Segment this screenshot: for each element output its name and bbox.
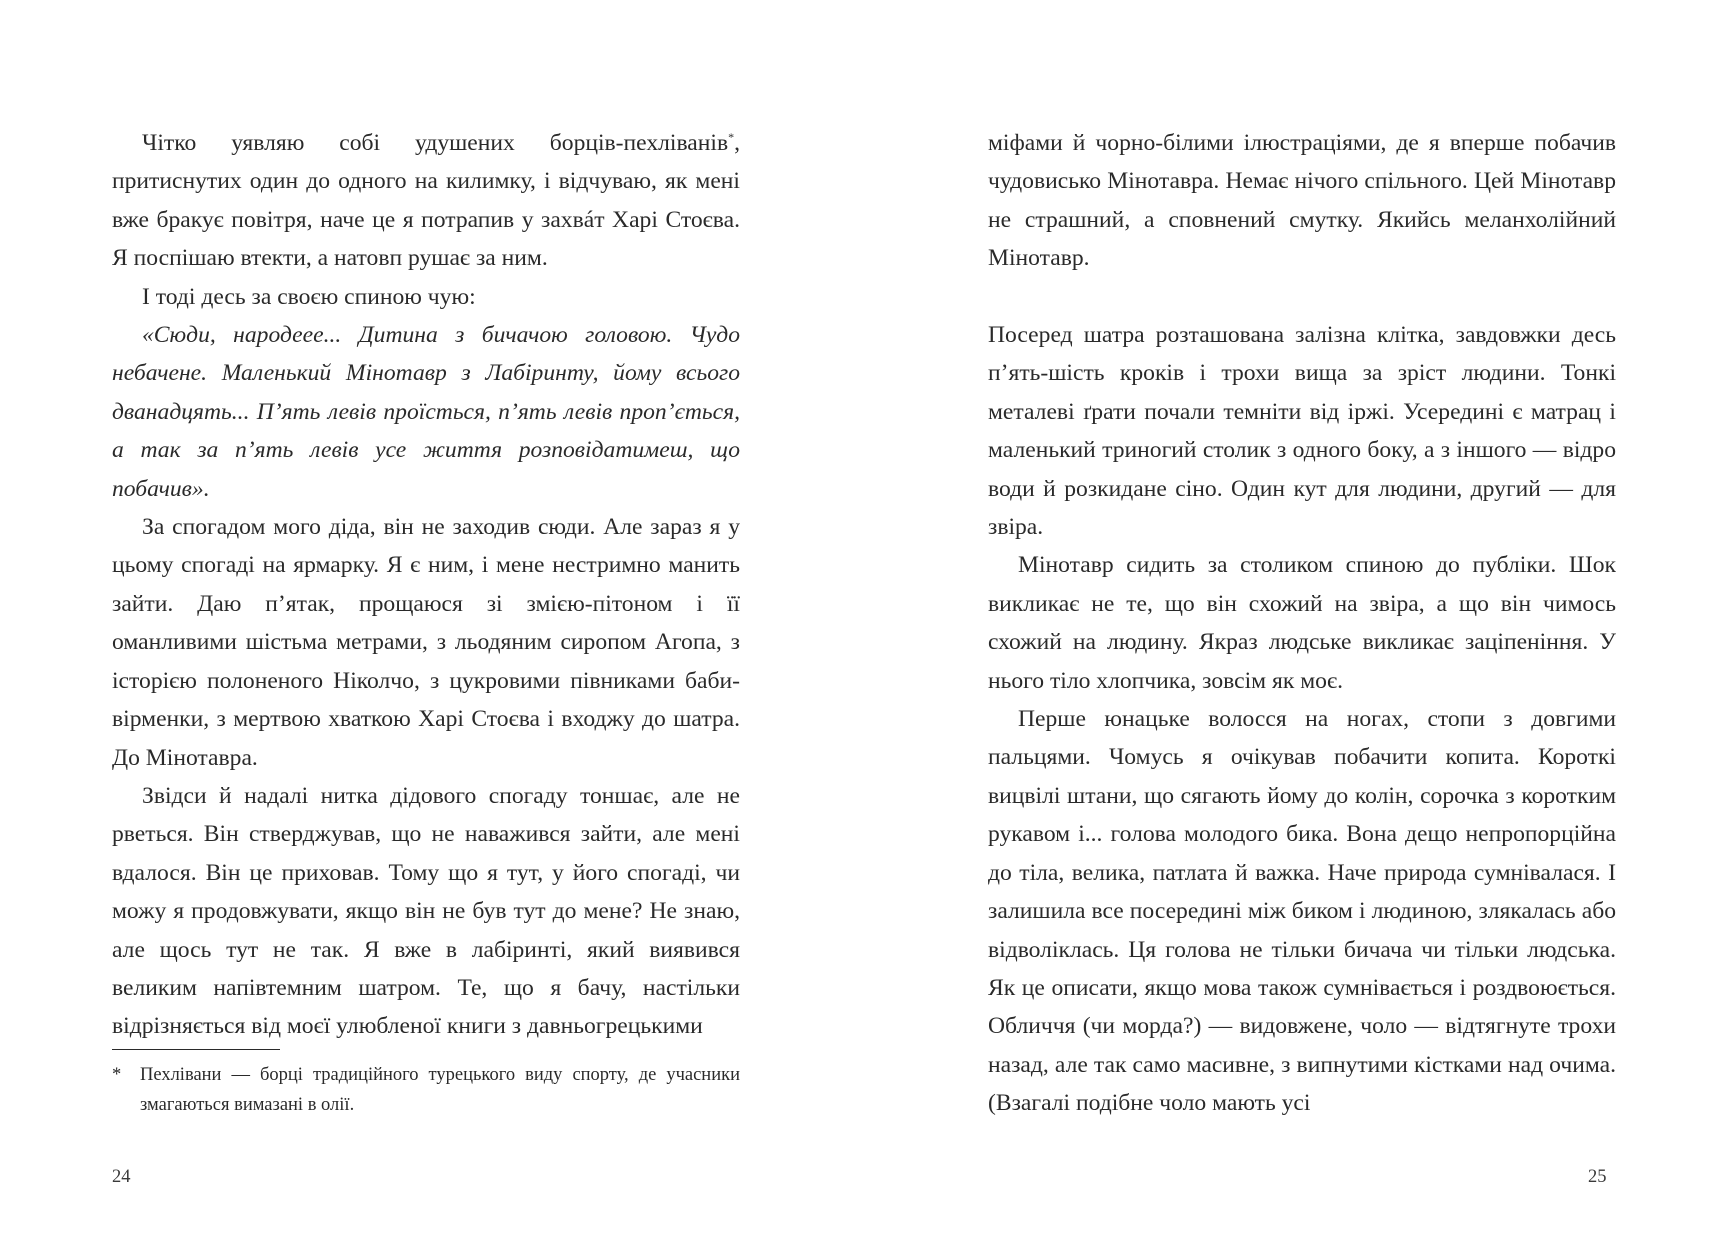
- paragraph: Мінотавр сидить за столиком спиною до публіки. Шок викликає не те, що він схожий на звіра, а що він чимось схожий на людину. Якраз людське викликає заціпеніння. У нього тіло хлопчика, зовсім як моє.: [988, 552, 1616, 694]
- footnote-text: Пехлівани — борці традиційного турецького виду спорту, де учасники змагаються вимазані в олії.: [140, 1065, 740, 1115]
- paragraph-continuation: міфами й чорно-білими ілюстраціями, де я вперше побачив чудовисько Мінотавра. Немає нічого спільного. Цей Мінотавр не страшний, а сповнений смутку. Якийсь меланхолійний Мінотавр.: [988, 130, 1616, 272]
- paragraph-text: , притиснутих один до одного на килимку, і відчуваю, як мені вже бракує повітря, наче це я потрапив у захвáт Харі Стоєва. Я поспішаю втекти, а натовп рушає за ним.: [112, 130, 740, 272]
- paragraph: [112, 124, 740, 278]
- footnote-divider: [112, 1049, 280, 1050]
- paragraph-text: Чітко уявляю собі удушених борців-пехліванів: [142, 130, 729, 156]
- page-number-left: 24: [112, 1167, 131, 1187]
- left-page: [0, 0, 856, 1258]
- paragraph: Перше юнацьке волосся на ногах, стопи з довгими пальцями. Чомусь я очікував побачити копита. Короткі вицвілі штани, що сягають йому до колін, сорочка з коротким рукавом і... голова молодого бика. Вона дещо непропорційна до тіла, велика, патлата й важка. Наче природа сумнівалася. І залишила все посередині між биком і людиною, злякалась або відволіклась. Ця голова не тільки бичача чи тільки людська. Як це описати, якщо мова також сумнівається і роздвоюється. Обличчя (чи морда?) — видовжене, чоло — відтягнуте трохи назад, але так само масивне, з випнутими кістками над очима. (Взагалі подібне чоло мають усі: [988, 706, 1616, 1117]
- right-page-text: [988, 124, 1616, 1123]
- section-start-paragraph: Посеред шатра розташована залізна клітка, завдовжки десь п’ять-шість кроків і трохи вища за зріст людини. Тонкі металеві ґрати почали темніти від іржі. Усередині є матрац і маленький триногий столик з одного боку, а з іншого — відро води й розкидане сіно. Один кут для людини, другий — для звіра.: [988, 322, 1616, 541]
- right-page: [856, 0, 1713, 1258]
- footnote-reference[interactable]: *: [728, 130, 735, 145]
- paragraph: Звідси й надалі нитка дідового спогаду тоншає, але не рветься. Він стверджував, що не наважився зайти, але мені вдалося. Він це приховав. Тому що я тут, у його спогаді, чи можу я продовжувати, якщо він не був тут до мене? Не знаю, але щось тут не так. Я вже в лабіринті, який виявився великим напівтемним шатром. Те, що я бачу, настільки відрізняється від моєї улюбленої книги з давньогрецькими: [112, 782, 740, 1040]
- paragraph: І тоді десь за своєю спиною чую:: [142, 283, 476, 310]
- footnote: [112, 1060, 740, 1120]
- footnote-mark: *: [112, 1065, 122, 1085]
- quoted-speech-paragraph: «Сюди, народеее... Дитина з бичачою головою. Чудо небачене. Маленький Мінотавр з Лабіринту, йому всього дванадцять... П’ять левів проїсться, п’ять левів проп’ється, а так за п’ять левів усе життя розповідатимеш, що побачив».: [112, 322, 740, 502]
- paragraph: За спогадом мого діда, він не заходив сюди. Але зараз я у цьому спогаді на ярмарку. Я є ним, і мене нестримно манить зайти. Даю п’ятак, прощаюся зі змією-пітоном і її оманливими шістьма метрами, з льодяним сиропом Агопа, з історією полоненого Ніколчо, з цукровими півниками баби-вірменки, з мертвою хваткою Харі Стоєва і входжу до шатра. До Мінотавра.: [112, 514, 740, 771]
- page-number-right: 25: [1588, 1167, 1607, 1187]
- left-page-text: [112, 124, 740, 1046]
